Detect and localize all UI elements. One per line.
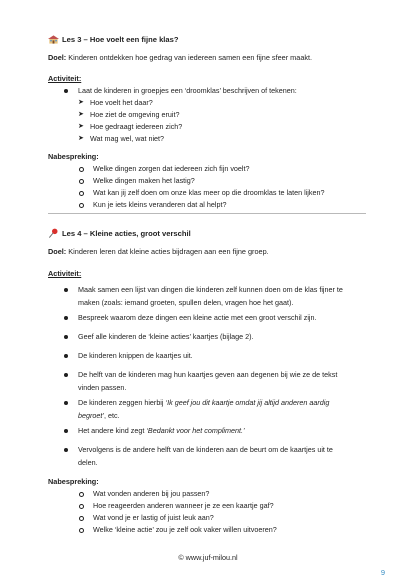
lesson-3-question: Welke dingen zorgen dat iedereen zich fijn voelt? <box>93 164 250 173</box>
lesson-4-heading <box>48 228 191 238</box>
circle-bullet-icon <box>79 167 84 172</box>
lesson-4-question: Welke ‘kleine actie’ zou je zelf ook vaker willen uitvoeren? <box>93 525 277 534</box>
lesson-3-title: Les 3 – Hoe voelt een fijne klas? <box>62 34 179 44</box>
section-divider <box>48 213 366 214</box>
lesson-4-question: Wat vond je er lastig of juist leuk aan? <box>93 513 214 522</box>
lesson-3-activiteit-label: Activiteit: <box>48 74 82 83</box>
lesson-4-nabespreking-label: Nabespreking: <box>48 477 99 486</box>
circle-bullet-icon <box>79 492 84 497</box>
lesson-3-doel <box>48 52 312 63</box>
arrow-bullet-icon: ➤ <box>78 111 84 118</box>
lesson-3-subitem: Hoe gedraagt iedereen zich? <box>90 122 183 131</box>
bullet-dot <box>64 401 68 405</box>
lesson-4-bullet-cont: maken (zoals: iemand groeten, spullen delen, vragen hoe het gaat). <box>78 298 294 307</box>
doel-label: Doel: <box>48 53 67 62</box>
arrow-bullet-icon: ➤ <box>78 123 84 130</box>
lesson-3-subitem: Wat mag wel, wat niet? <box>90 134 165 143</box>
arrow-bullet-icon: ➤ <box>78 135 84 142</box>
lesson-4-bullet: Vervolgens is de andere helft van de kinderen aan de beurt om de kaartjes uit te <box>78 445 333 454</box>
circle-bullet-icon <box>79 504 84 509</box>
lesson-4-bullet <box>78 397 329 408</box>
bullet-prefix: De kinderen zeggen hierbij <box>78 398 166 407</box>
bullet-dot <box>64 288 68 292</box>
lesson-3-question: Wat kan jij zelf doen om onze klas meer op die droomklas te laten lijken? <box>93 188 325 197</box>
bullet-suffix: , etc. <box>103 411 120 420</box>
lesson-3-bullet: Laat de kinderen in groepjes een ‘droomklas’ beschrijven of tekenen: <box>78 86 297 95</box>
circle-bullet-icon <box>79 179 84 184</box>
bullet-dot <box>64 316 68 320</box>
lesson-4-activiteit-label: Activiteit: <box>48 269 82 278</box>
circle-bullet-icon <box>79 528 84 533</box>
lesson-3-subitem: Hoe voelt het daar? <box>90 98 153 107</box>
lesson-4-question: Hoe reageerden anderen wanneer je ze een kaartje gaf? <box>93 501 274 510</box>
bullet-quote: ‘Bedankt voor het compliment.’ <box>146 426 245 435</box>
bullet-dot <box>64 335 68 339</box>
lesson-4-bullet-cont <box>78 410 120 421</box>
school-house-icon <box>48 34 59 44</box>
lesson-4-bullet: De kinderen knippen de kaartjes uit. <box>78 351 193 360</box>
doel-text: Kinderen leren dat kleine acties bijdragen aan een fijne groep. <box>66 247 269 256</box>
lesson-4-title: Les 4 – Kleine acties, groot verschil <box>62 228 191 238</box>
lesson-3-subitem: Hoe ziet de omgeving eruit? <box>90 110 180 119</box>
lesson-4-question: Wat vonden anderen bij jou passen? <box>93 489 210 498</box>
lesson-4-doel <box>48 246 269 257</box>
lesson-3-heading <box>48 34 178 44</box>
bullet-dot <box>64 429 68 433</box>
page-number: 9 <box>380 568 385 577</box>
lesson-3-question: Welke dingen maken het lastig? <box>93 176 195 185</box>
circle-bullet-icon <box>79 191 84 196</box>
bullet-dot <box>64 89 68 93</box>
bullet-quote: ‘Ik geef jou dit kaartje omdat jij altijd anderen aardig <box>165 398 330 407</box>
page-footer: © www.juf-milou.nl <box>178 553 238 562</box>
lesson-4-bullet: Maak samen een lijst van dingen die kinderen zelf kunnen doen om de klas fijner te <box>78 285 343 294</box>
doel-text: Kinderen ontdekken hoe gedrag van iedereen samen een fijne sfeer maakt. <box>66 53 313 62</box>
bullet-dot <box>64 354 68 358</box>
arrow-bullet-icon: ➤ <box>78 99 84 106</box>
lesson-4-bullet-cont: delen. <box>78 458 98 467</box>
bullet-quote: begroet’ <box>78 411 104 420</box>
lesson-4-bullet: Bespreek waarom deze dingen een kleine actie met een groot verschil zijn. <box>78 313 317 322</box>
red-pin-icon <box>48 228 59 238</box>
lesson-4-bullet: Geef alle kinderen de ‘kleine acties’ kaartjes (bijlage 2). <box>78 332 254 341</box>
lesson-3-nabespreking-label: Nabespreking: <box>48 152 99 161</box>
circle-bullet-icon <box>79 516 84 521</box>
bullet-dot <box>64 448 68 452</box>
doel-label: Doel: <box>48 247 67 256</box>
circle-bullet-icon <box>79 203 84 208</box>
bullet-prefix: Het andere kind zegt <box>78 426 147 435</box>
bullet-dot <box>64 373 68 377</box>
lesson-4-bullet-cont: vinden passen. <box>78 383 127 392</box>
lesson-3-question: Kun je iets kleins veranderen dat al helpt? <box>93 200 227 209</box>
lesson-4-bullet: De helft van de kinderen mag hun kaartjes geven aan degenen bij wie ze de tekst <box>78 370 338 379</box>
lesson-4-bullet <box>78 425 245 436</box>
